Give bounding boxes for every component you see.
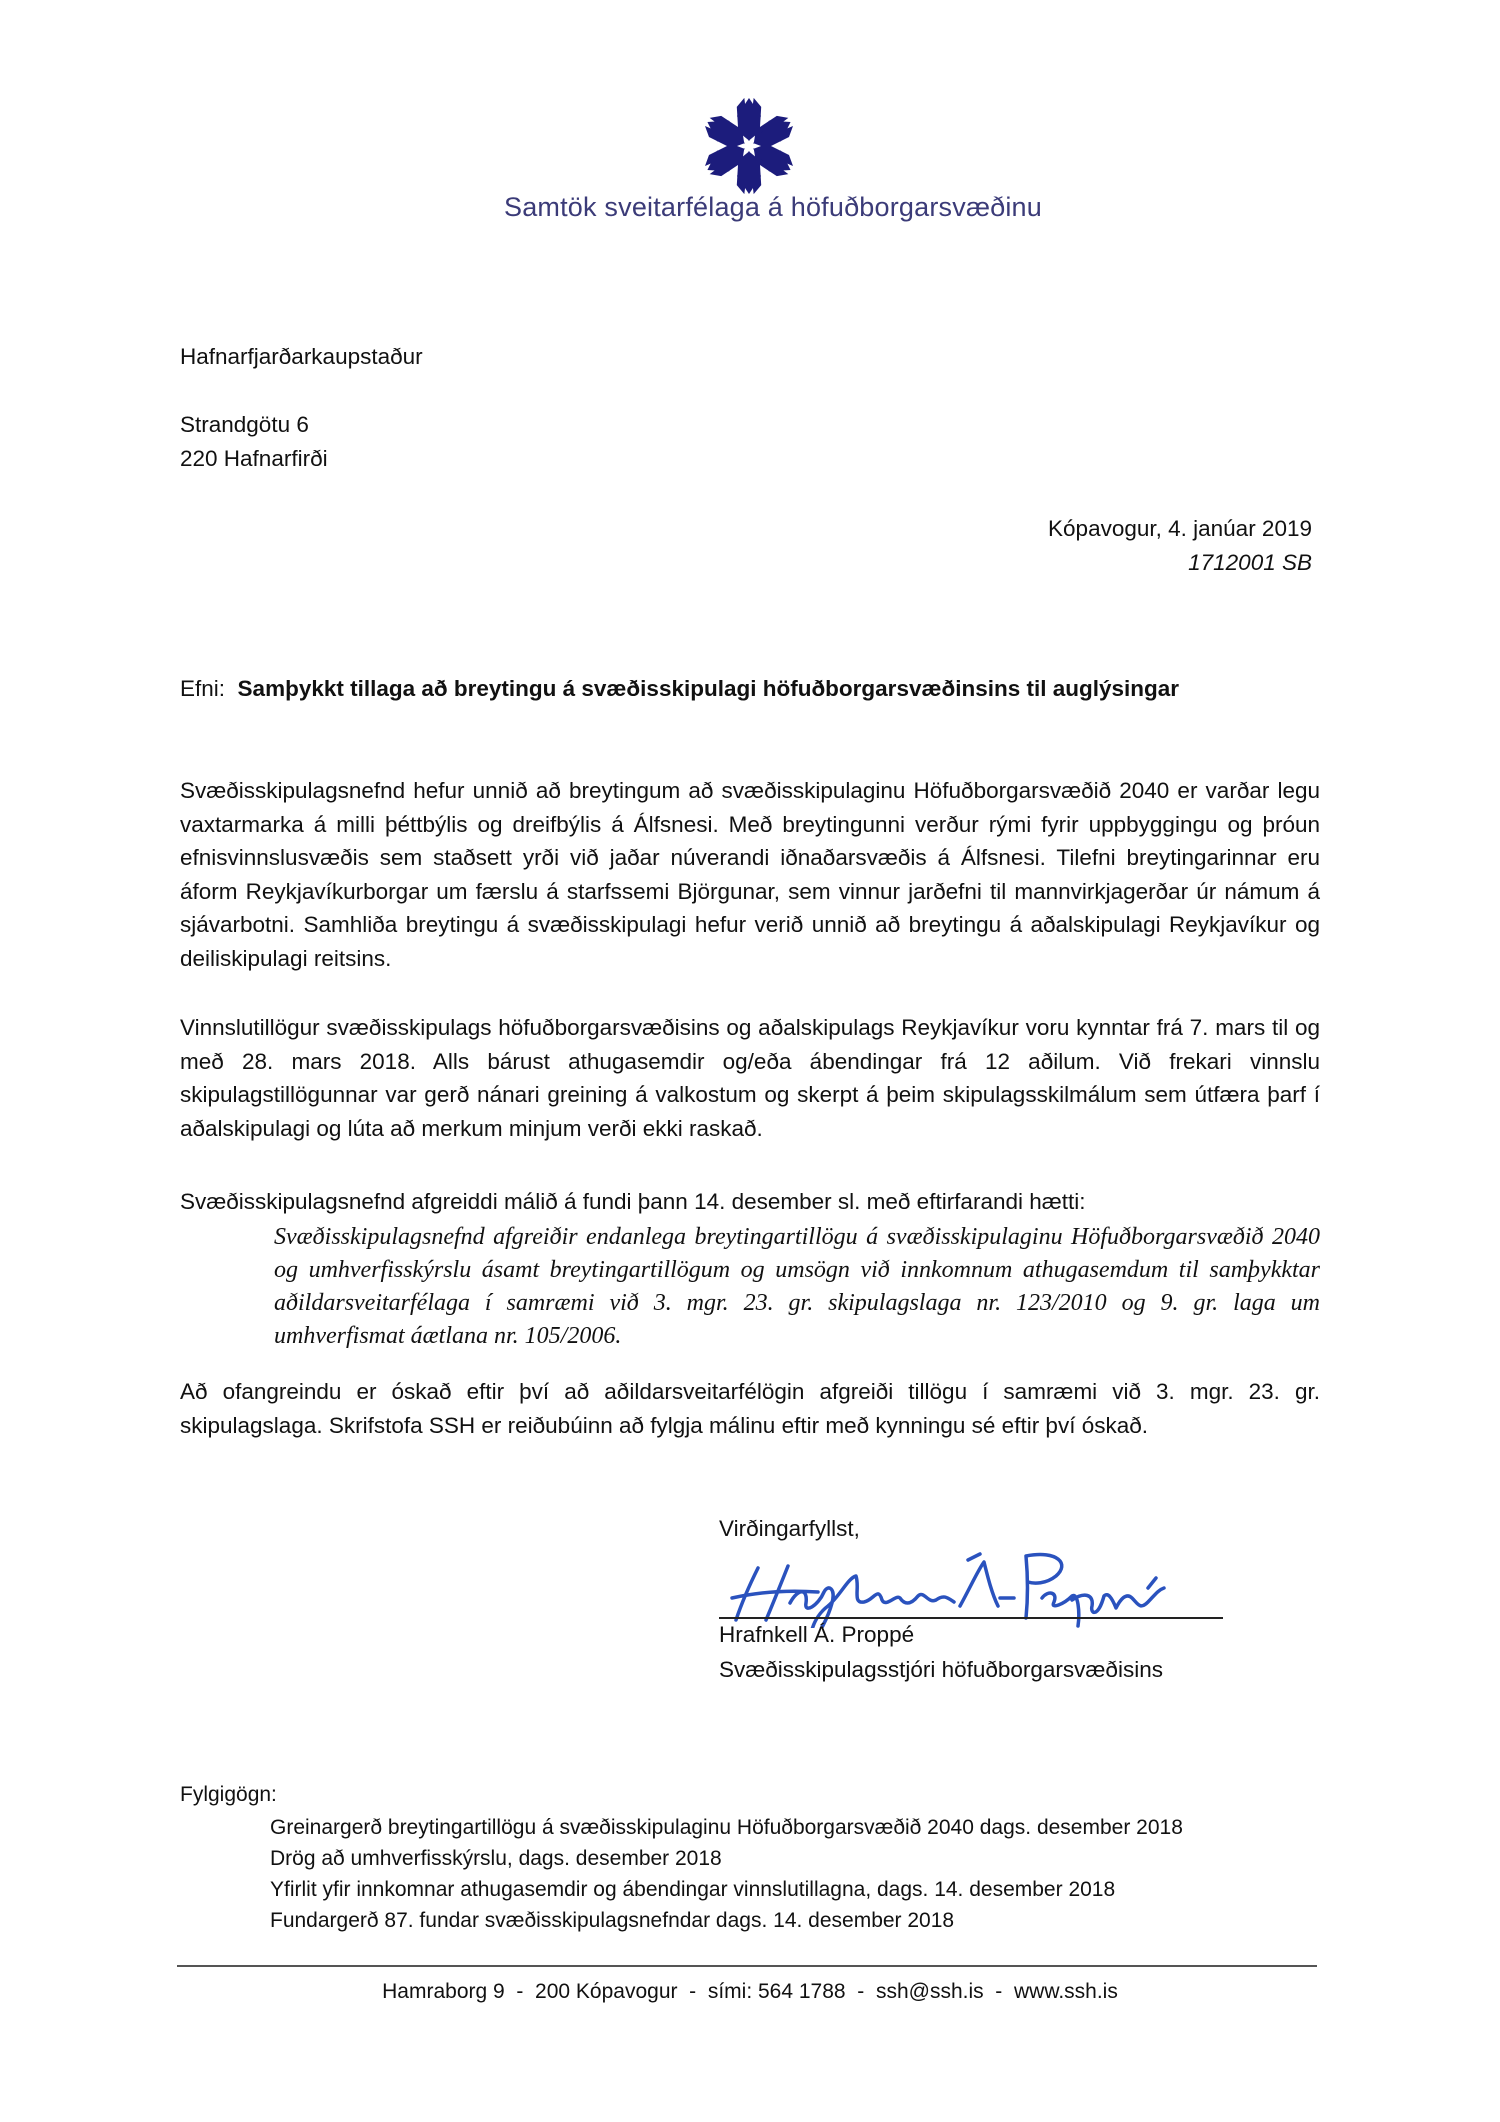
organization-name: Samtök sveitarfélaga á höfuðborgarsvæðinu	[503, 192, 1042, 222]
recipient-city: 220 Hafnarfirði	[180, 446, 328, 471]
footer-phone: sími: 564 1788	[707, 1980, 846, 2003]
recipient-street: Strandgötu 6	[180, 412, 309, 437]
body-paragraph: Vinnslutillögur svæðisskipulags höfuðborgarsvæðisins og aðalskipulags Reykjavíkur voru kynntar frá 7. mars til og með 28. mars 2018. Alls bárust athugasemdir og/eða ábendingar frá 12 aðilum. Við frekari vinnslu skipulagstillögunnar var gerð nánari greining á valkostum og skerpt á þeim skipulagsskilmálum sem útfæra þarf í aðalskipulagi og lúta að merkum minjum verði ekki raskað.	[180, 1015, 1320, 1141]
body-paragraph: Svæðisskipulagsnefnd afgreiddi málið á fundi þann 14. desember sl. með eftirfarandi hætti:	[180, 1189, 1086, 1214]
footer-email[interactable]: ssh@ssh.is	[875, 1980, 984, 2003]
handwritten-signature-icon	[728, 1548, 1248, 1628]
snowflake-star-logo-icon	[697, 96, 801, 196]
footer-website[interactable]: www.ssh.is	[1013, 1980, 1118, 2003]
resolution-quote: Svæðisskipulagsnefnd afgreiðir endanlega breytingartillögu á svæðisskipulaginu Höfuðborgarsvæðið 2040 og umhverfisskýrslu ásamt breytingartillögum og umsögn við innkomnum athugasemdum til samþykktar aðildarsveitarfélaga í samræmi við 3. mgr. 23. gr. skipulagslaga nr. 123/2010 og 9. gr. laga um umhverfismat áætlana nr. 105/2006.	[274, 1223, 1320, 1349]
footer-postal: 200 Kópavogur	[535, 1980, 678, 2003]
footer-contact: Hamraborg 9 - 200 Kópavogur - sími: 564 1788 - ssh@ssh.is - www.ssh.is	[382, 1980, 1118, 2003]
footer-divider	[177, 1965, 1317, 1967]
place-date: Kópavogur, 4. janúar 2019	[1048, 516, 1312, 541]
attachments-label: Fylgigögn:	[180, 1783, 277, 1806]
subject-line	[180, 672, 1179, 706]
body-paragraph: Svæðisskipulagsnefnd hefur unnið að breytingum að svæðisskipulaginu Höfuðborgarsvæðið 2040 er varðar legu vaxtarmarka á milli þéttbýlis og dreifbýlis á Álfsnesi. Með breytingunni verður rými fyrir uppbyggingu og þróun efnisvinnslusvæðis sem staðsett yrði við jaðar núverandi iðnaðarsvæðis á Álfsnesi. Tilefni breytingarinnar eru áform Reykjavíkurborgar um færslu á starfssemi Björgunar, sem vinnur jarðefni til mannvirkjagerðar úr námum á sjávarbotni. Samhliða breytingu á svæðisskipulagi hefur verið unnið að breytingu á aðalskipulagi Reykjavíkur og deiliskipulagi reitsins.	[180, 778, 1320, 971]
signer-name: Hrafnkell Á. Proppé	[719, 1622, 915, 1647]
closing-salutation: Virðingarfyllst,	[719, 1516, 860, 1541]
body-paragraph: Að ofangreindu er óskað eftir því að aðildarsveitarfélögin afgreiði tillögu í samræmi við 3. mgr. 23. gr. skipulagslaga. Skrifstofa SSH er reiðubúinn að fylgja málinu eftir með kynningu sé eftir því óskað.	[180, 1379, 1320, 1438]
attachment-item: Drög að umhverfisskýrslu, dags. desember 2018	[270, 1847, 722, 1870]
attachments-list	[270, 1812, 1183, 1936]
signer-title: Svæðisskipulagsstjóri höfuðborgarsvæðisins	[719, 1657, 1163, 1682]
subject-label: Efni:	[180, 676, 226, 701]
footer-address: Hamraborg 9	[382, 1980, 505, 2003]
attachment-item: Yfirlit yfir innkomnar athugasemdir og ábendingar vinnslutillagna, dags. 14. desember 2018	[270, 1878, 1116, 1901]
attachment-item: Fundargerð 87. fundar svæðisskipulagsnefndar dags. 14. desember 2018	[270, 1909, 955, 1932]
body-paragraph-with-quote	[180, 1185, 1320, 1353]
subject-title: Samþykkt tillaga að breytingu á svæðisskipulagi höfuðborgarsvæðinsins til auglýsingar	[237, 676, 1180, 701]
attachment-item: Greinargerð breytingartillögu á svæðisskipulaginu Höfuðborgarsvæðið 2040 dags. desember 2018	[270, 1816, 1183, 1839]
reference-number: 1712001 SB	[1188, 550, 1312, 575]
recipient-name: Hafnarfjarðarkaupstaður	[180, 344, 423, 369]
